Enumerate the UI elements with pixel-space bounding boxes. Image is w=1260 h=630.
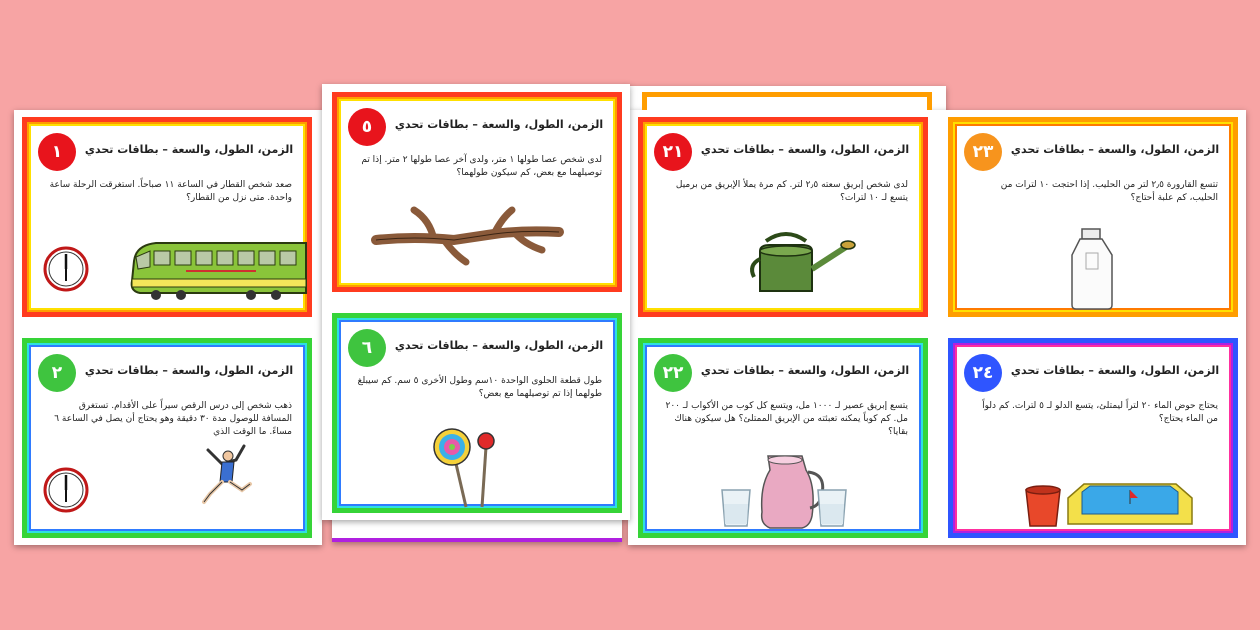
challenge-card-23 xyxy=(948,117,1238,317)
card-title: الزمن، الطول، والسعة – بطاقات تحدي xyxy=(84,364,294,377)
card-question-text: صعد شخص القطار في الساعة ١١ صباحاً. استغرقت الرحلة ساعة واحدة. متى نزل من القطار؟ xyxy=(49,180,292,203)
challenge-card-21 xyxy=(638,117,928,317)
challenge-card-5 xyxy=(332,92,622,292)
card-number-badge: ٢ xyxy=(38,354,76,392)
card-number-badge: ٢٤ xyxy=(964,354,1002,392)
card-question-text: تتسع القارورة ٢٫٥ لتر من الحليب. إذا احتجت ١٠ لترات من الحليب، كم علبة أحتاج؟ xyxy=(1000,180,1218,203)
card-question-text: طول قطعة الحلوى الواحدة ١٠سم وطول الأخرى ٥ سم. كم سيبلغ طولهما إذا تم توصيلهما مع بعض؟ xyxy=(357,376,602,399)
jug-icon xyxy=(758,454,824,530)
glass-icon xyxy=(720,488,752,528)
back-card-strip xyxy=(642,92,932,110)
train-icon xyxy=(126,237,312,299)
card-title: الزمن، الطول، والسعة – بطاقات تحدي xyxy=(1010,364,1220,377)
card-title: الزمن، الطول، والسعة – بطاقات تحدي xyxy=(394,339,604,352)
card-number-badge: ١ xyxy=(38,133,76,171)
watering-can-icon xyxy=(746,229,856,299)
dancer-icon xyxy=(196,446,256,516)
card-question-text: لدى شخص عصا طولها ١ متر، ولدى آخر عصا طولها ٢ متر. إذا تم توصيلهما مع بعض، كم سيكون طولهما؟ xyxy=(361,155,602,178)
card-number-badge: ٢١ xyxy=(654,133,692,171)
card-question-text: يتسع إبريق عصير لـ ١٠٠٠ مل، ويتسع كل كوب من الأكواب لـ ٢٠٠ مل. كم كوباً يمكنه تعبئته من الإبريق الممتلئ؟ هل سيكون هناك بقايا؟ xyxy=(665,401,908,437)
card-question-text: ذهب شخص إلى درس الرقص سيراً على الأقدام. تستغرق المسافة للوصول مدة ٣٠ دقيقة وهو يحتاج أن يصل في الساعة ٦ مساءً. ما الوقت الذي xyxy=(54,401,292,437)
milk-bottle-icon xyxy=(1072,229,1114,311)
card-question-text: يحتاج حوض الماء ٢٠ لتراً ليمتلئ، يتسع الدلو لـ ٥ لترات. كم دلواً من الماء يحتاج؟ xyxy=(982,401,1218,424)
card-question-text: لدى شخص إبريق سعته ٢٫٥ لتر. كم مرة يملأ الإبريق من برميل يتسع لـ ١٠ لترات؟ xyxy=(675,180,908,203)
card-title: الزمن، الطول، والسعة – بطاقات تحدي xyxy=(1010,143,1220,156)
card-number-badge: ٢٢ xyxy=(654,354,692,392)
challenge-card-1 xyxy=(22,117,312,317)
challenge-card-22 xyxy=(638,338,928,538)
bucket-icon xyxy=(1024,484,1062,528)
clock-icon xyxy=(44,468,90,514)
challenge-card-2 xyxy=(22,338,312,538)
glass-icon xyxy=(816,488,848,528)
card-title: الزمن، الطول، والسعة – بطاقات تحدي xyxy=(700,143,910,156)
challenge-card-24 xyxy=(948,338,1238,538)
lollipop-icon xyxy=(432,425,494,509)
sandpit-icon xyxy=(1066,484,1194,526)
card-number-badge: ٦ xyxy=(348,329,386,367)
card-title: الزمن، الطول، والسعة – بطاقات تحدي xyxy=(394,118,604,131)
card-title: الزمن، الطول، والسعة – بطاقات تحدي xyxy=(700,364,910,377)
challenge-card-6 xyxy=(332,313,622,513)
branch-icon xyxy=(374,210,564,266)
card-number-badge: ٥ xyxy=(348,108,386,146)
card-number-badge: ٢٣ xyxy=(964,133,1002,171)
clock-icon xyxy=(44,247,90,293)
card-title: الزمن، الطول، والسعة – بطاقات تحدي xyxy=(84,143,294,156)
